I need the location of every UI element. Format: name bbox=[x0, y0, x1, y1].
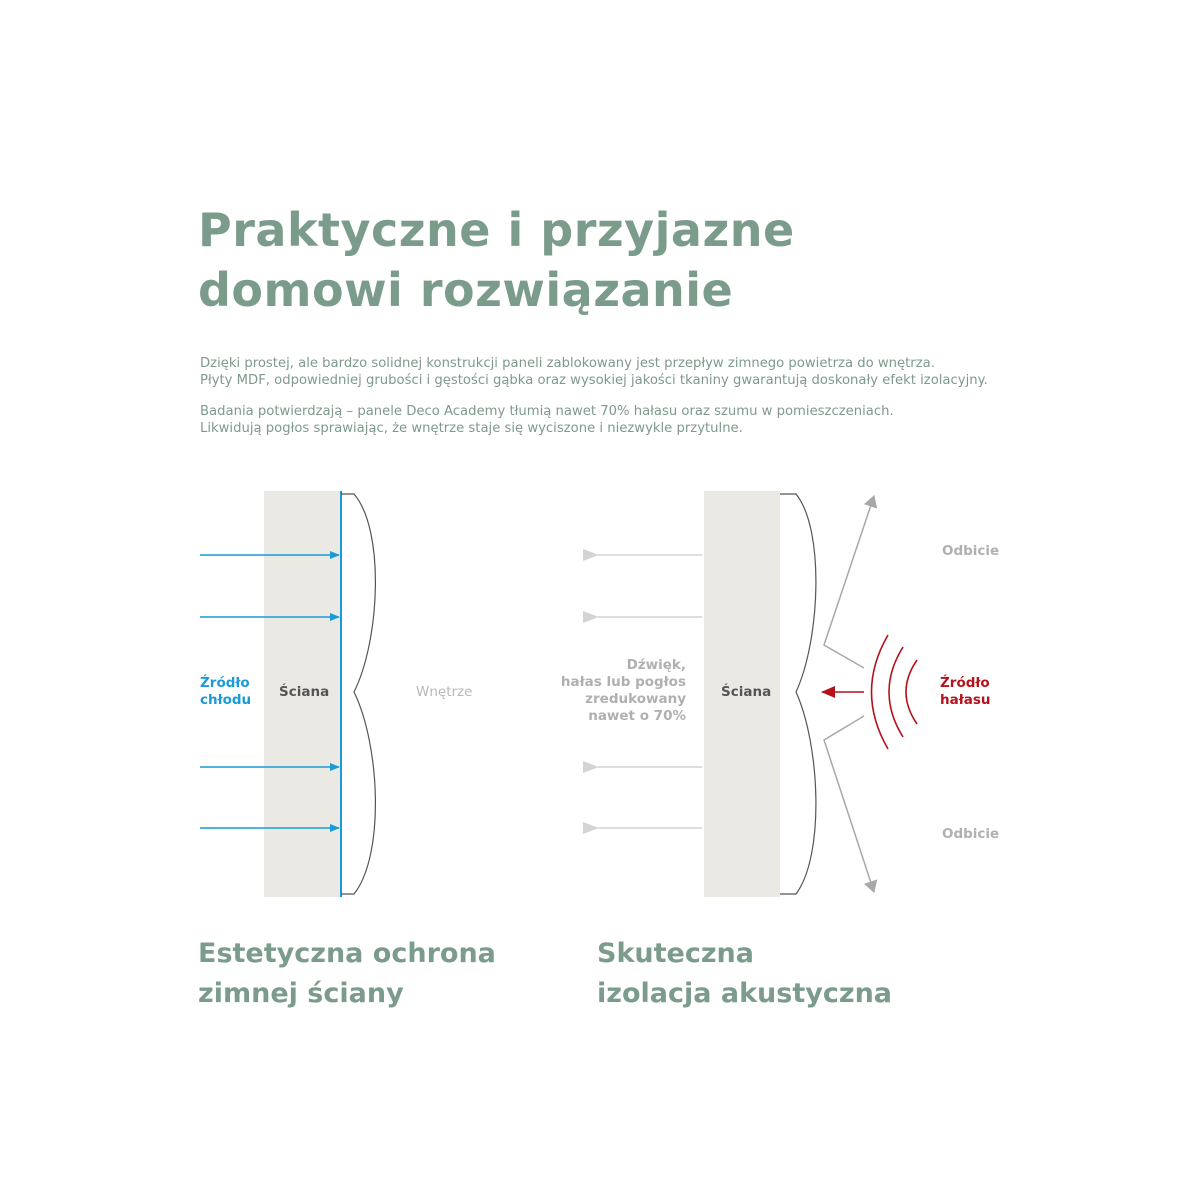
caption-left-line-2: zimnej ściany bbox=[198, 978, 404, 1009]
cold-source-label-line-2: chłodu bbox=[200, 692, 252, 708]
reduced-label-line-1: Dźwięk, bbox=[626, 657, 686, 673]
reflection-label-top: Odbicie bbox=[942, 543, 1000, 559]
paragraph-2-line-2: Likwidują pogłos sprawiając, że wnętrze staje się wyciszone i niezwykle przytulne. bbox=[200, 421, 743, 436]
paragraph-2-line-1: Badania potwierdzają – panele Deco Academy tłumią nawet 70% hałasu oraz szumu w pomieszczeniach. bbox=[200, 404, 894, 419]
caption-left-line-1: Estetyczna ochrona bbox=[198, 938, 496, 969]
reduced-label-line-4: nawet o 70% bbox=[588, 708, 686, 724]
sound-wave-3 bbox=[906, 660, 917, 724]
noise-source-label-line-2: hałasu bbox=[940, 692, 991, 708]
caption-cold-wall bbox=[198, 934, 496, 1014]
interior-label: Wnętrze bbox=[416, 684, 473, 700]
title-line-2: domowi rozwiązanie bbox=[198, 263, 734, 317]
title-line-1: Praktyczne i przyjazne bbox=[198, 203, 795, 257]
paragraph-1-line-2: Płyty MDF, odpowiedniej grubości i gęstości gąbka oraz wysokiej jakości tkaniny gwarantują doskonały efekt izolacyjny. bbox=[200, 373, 988, 388]
panel-outline-left bbox=[341, 494, 375, 894]
wall-label-right: Ściana bbox=[721, 684, 772, 700]
caption-acoustic bbox=[597, 934, 892, 1014]
reflection-arrow-bottom bbox=[824, 716, 874, 892]
caption-right-line-2: izolacja akustyczna bbox=[597, 978, 893, 1009]
wall-label-left: Ściana bbox=[279, 684, 330, 700]
reflection-arrow-top bbox=[824, 496, 874, 668]
reduced-label-line-3: zredukowany bbox=[585, 691, 686, 707]
caption-right-line-1: Skuteczna bbox=[597, 938, 755, 969]
acoustic-diagram bbox=[561, 491, 999, 897]
noise-source-label-line-1: Źródło bbox=[940, 675, 990, 691]
reduced-label-line-2: hałas lub pogłos bbox=[560, 674, 686, 690]
panel-outline-right bbox=[780, 494, 816, 894]
sound-wave-1 bbox=[872, 635, 889, 749]
reflection-label-bottom: Odbicie bbox=[942, 826, 1000, 842]
sound-wave-2 bbox=[889, 647, 903, 737]
cold-wall-diagram bbox=[200, 491, 472, 897]
cold-source-label-line-1: Źródło bbox=[200, 675, 250, 691]
paragraph-1-line-1: Dzięki prostej, ale bardzo solidnej konstrukcji paneli zablokowany jest przepływ zimnego powietrza do wnętrza. bbox=[200, 356, 935, 371]
